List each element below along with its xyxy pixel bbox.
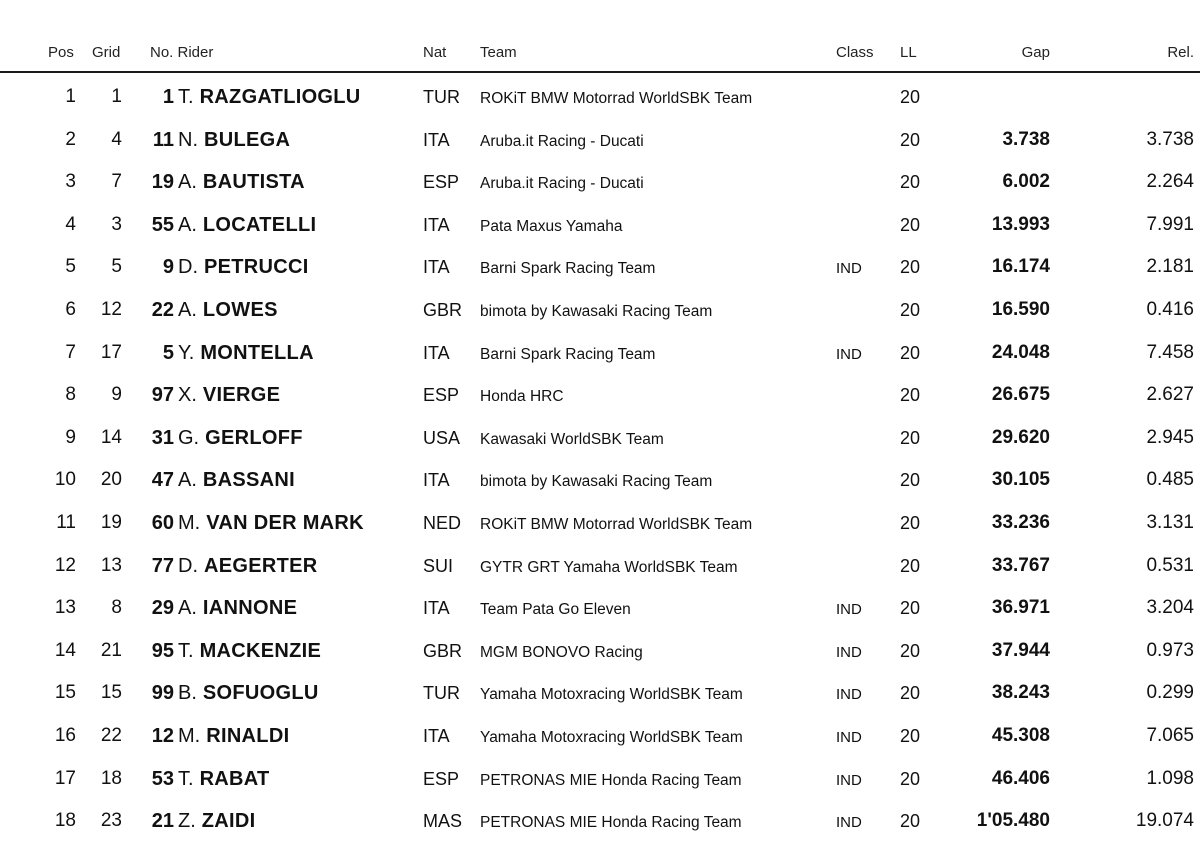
cell-rel: 3.131 [1146, 511, 1194, 533]
cell-number: 95 [151, 639, 174, 662]
cell-nat: NED [423, 512, 462, 533]
cell-ll: 20 [899, 768, 920, 789]
header-pos: Pos [48, 44, 74, 61]
rider-surname: GERLOFF [205, 426, 303, 449]
cell-team: PETRONAS MIE Honda Racing Team [480, 771, 742, 789]
cell-rider [178, 469, 295, 491]
rider-surname: BASSANI [202, 469, 296, 492]
cell-ll: 20 [899, 512, 920, 533]
cell-rel: 7.458 [1146, 341, 1194, 363]
cell-rel: 0.416 [1146, 298, 1194, 320]
cell-rider [178, 299, 278, 321]
cell-nat: ITA [423, 598, 450, 619]
cell-rel: 19.074 [1135, 810, 1194, 832]
cell-nat: ITA [423, 470, 450, 491]
rider-initial: M. [178, 511, 201, 534]
cell-rel: 3.204 [1146, 597, 1194, 619]
cell-nat: SUI [423, 555, 454, 576]
cell-pos: 1 [65, 86, 76, 107]
cell-number: 9 [162, 256, 174, 279]
rider-surname: PETRUCCI [204, 256, 309, 279]
cell-ll: 20 [899, 470, 920, 491]
table-row [0, 672, 1200, 715]
cell-team: Team Pata Go Eleven [480, 601, 631, 619]
cell-gap: 36.971 [991, 597, 1050, 619]
cell-ll: 20 [899, 811, 920, 832]
rider-surname: VIERGE [202, 384, 281, 407]
cell-grid: 14 [100, 426, 122, 448]
cell-pos: 11 [56, 511, 76, 533]
table-row [0, 545, 1200, 588]
cell-rel: 0.531 [1146, 554, 1194, 576]
cell-number: 22 [151, 298, 174, 321]
table-header [0, 44, 1200, 70]
cell-grid: 15 [100, 682, 122, 704]
cell-nat: ESP [423, 172, 460, 193]
cell-gap: 16.590 [991, 298, 1050, 320]
cell-rider [178, 640, 321, 662]
cell-grid: 8 [111, 597, 122, 619]
cell-gap: 26.675 [991, 384, 1050, 406]
table-row [0, 76, 1200, 119]
cell-grid: 13 [100, 554, 122, 576]
cell-nat: ITA [423, 129, 450, 150]
results-rows [0, 76, 1200, 843]
table-row [0, 459, 1200, 502]
cell-nat: GBR [423, 640, 463, 661]
rider-surname: IANNONE [202, 597, 298, 620]
header-team: Team [480, 44, 517, 61]
cell-nat: GBR [423, 299, 463, 320]
cell-gap: 45.308 [991, 724, 1050, 746]
cell-rider [178, 725, 289, 747]
cell-grid: 9 [111, 384, 122, 406]
cell-pos: 13 [54, 597, 76, 619]
cell-rel: 2.627 [1146, 384, 1194, 406]
cell-rider [178, 384, 280, 406]
cell-number: 21 [151, 810, 174, 833]
cell-grid: 3 [111, 213, 122, 235]
cell-pos: 17 [54, 767, 76, 789]
table-row [0, 715, 1200, 758]
cell-nat: ITA [423, 342, 450, 363]
cell-grid: 19 [100, 511, 122, 533]
rider-surname: ZAIDI [201, 810, 256, 833]
cell-pos: 9 [65, 426, 76, 448]
cell-team: Kawasaki WorldSBK Team [480, 430, 664, 448]
cell-rel: 0.299 [1146, 682, 1194, 704]
rider-initial: A. [178, 298, 197, 321]
cell-rider [178, 555, 318, 577]
cell-team: GYTR GRT Yamaha WorldSBK Team [480, 558, 738, 576]
table-row [0, 758, 1200, 801]
cell-rider [178, 342, 314, 364]
table-row [0, 246, 1200, 289]
cell-class: IND [836, 260, 862, 278]
cell-team: Aruba.it Racing - Ducati [480, 175, 644, 193]
cell-team: ROKiT BMW Motorrad WorldSBK Team [480, 515, 753, 533]
cell-ll: 20 [899, 214, 920, 235]
header-divider [0, 71, 1200, 73]
header-nat: Nat [423, 44, 447, 61]
rider-surname: LOWES [202, 298, 278, 321]
cell-team: Pata Maxus Yamaha [480, 217, 623, 235]
cell-nat: MAS [423, 811, 463, 832]
table-row [0, 800, 1200, 843]
cell-team: Yamaha Motoxracing WorldSBK Team [480, 686, 743, 704]
rider-initial: T. [178, 767, 194, 790]
rider-initial: Y. [178, 341, 195, 364]
cell-number: 55 [151, 213, 174, 236]
cell-rel: 0.485 [1146, 469, 1194, 491]
cell-class: IND [836, 643, 862, 661]
cell-nat: TUR [423, 87, 460, 107]
rider-initial: M. [178, 724, 201, 747]
cell-ll: 20 [899, 87, 920, 107]
cell-ll: 20 [899, 172, 920, 193]
table-row [0, 374, 1200, 417]
cell-team: Barni Spark Racing Team [480, 345, 656, 363]
cell-grid: 18 [100, 767, 122, 789]
cell-rider [178, 427, 303, 449]
cell-gap: 29.620 [991, 426, 1050, 448]
table-row [0, 332, 1200, 375]
rider-initial: A. [178, 171, 197, 194]
cell-team: Yamaha Motoxracing WorldSBK Team [480, 728, 743, 746]
table-row [0, 161, 1200, 204]
cell-class: IND [836, 814, 862, 832]
rider-initial: N. [178, 128, 198, 151]
cell-ll: 20 [899, 257, 920, 278]
cell-team: Honda HRC [480, 388, 564, 406]
cell-number: 53 [151, 767, 174, 790]
cell-team: PETRONAS MIE Honda Racing Team [480, 814, 742, 832]
cell-team: bimota by Kawasaki Racing Team [480, 302, 713, 320]
cell-rider [178, 256, 309, 278]
cell-grid: 12 [100, 298, 122, 320]
rider-surname: MONTELLA [200, 341, 314, 364]
cell-class: IND [836, 728, 862, 746]
cell-ll: 20 [899, 725, 920, 746]
cell-gap: 30.105 [991, 469, 1050, 491]
table-row [0, 417, 1200, 460]
cell-rel: 2.181 [1146, 256, 1194, 278]
cell-class: IND [836, 771, 862, 789]
cell-grid: 23 [100, 810, 122, 832]
cell-ll: 20 [899, 555, 920, 576]
cell-rider [178, 682, 319, 704]
cell-number: 11 [152, 128, 174, 151]
cell-number: 5 [162, 341, 174, 364]
cell-number: 1 [162, 86, 174, 108]
cell-number: 60 [151, 511, 174, 534]
rider-surname: LOCATELLI [202, 213, 317, 236]
cell-gap: 46.406 [991, 767, 1050, 789]
cell-nat: ESP [423, 385, 460, 406]
cell-pos: 6 [65, 298, 76, 320]
cell-pos: 15 [54, 682, 76, 704]
rider-surname: RAZGATLIOGLU [199, 86, 361, 108]
cell-rider [178, 129, 290, 151]
cell-number: 99 [151, 682, 174, 705]
cell-class: IND [836, 345, 862, 363]
cell-rider [178, 86, 361, 108]
header-rel: Rel. [1167, 44, 1194, 61]
rider-initial: G. [178, 426, 200, 449]
cell-gap: 33.767 [991, 554, 1050, 576]
table-row [0, 289, 1200, 332]
rider-initial: X. [178, 384, 197, 407]
cell-pos: 16 [54, 724, 76, 746]
cell-pos: 5 [65, 256, 76, 278]
cell-nat: ESP [423, 768, 460, 789]
header-gap: Gap [1021, 44, 1050, 61]
cell-number: 47 [151, 469, 174, 492]
cell-number: 19 [151, 171, 174, 194]
rider-surname: SOFUOGLU [202, 682, 319, 705]
cell-rider [178, 512, 364, 534]
cell-ll: 20 [899, 299, 920, 320]
rider-surname: RINALDI [206, 724, 290, 747]
header-grid: Grid [92, 44, 121, 61]
cell-gap: 6.002 [1002, 171, 1050, 193]
cell-rider [178, 597, 297, 619]
cell-nat: ITA [423, 257, 450, 278]
cell-rel: 7.065 [1146, 724, 1194, 746]
cell-nat: ITA [423, 725, 450, 746]
cell-rel: 1.098 [1146, 767, 1194, 789]
cell-rel: 2.945 [1146, 426, 1194, 448]
rider-initial: T. [178, 86, 194, 108]
rider-surname: VAN DER MARK [206, 511, 364, 534]
cell-team: MGM BONOVO Racing [480, 643, 643, 661]
header-class: Class [836, 44, 874, 61]
cell-rider [178, 810, 256, 832]
rider-initial: D. [178, 256, 198, 279]
cell-gap: 38.243 [991, 682, 1050, 704]
cell-team: bimota by Kawasaki Racing Team [480, 473, 713, 491]
cell-pos: 8 [65, 384, 76, 406]
cell-team: ROKiT BMW Motorrad WorldSBK Team [480, 90, 753, 107]
rider-surname: BAUTISTA [202, 171, 305, 194]
cell-grid: 5 [111, 256, 122, 278]
cell-rel: 2.264 [1146, 171, 1194, 193]
cell-team: Aruba.it Racing - Ducati [480, 132, 644, 150]
cell-gap: 16.174 [991, 256, 1050, 278]
cell-grid: 1 [111, 86, 122, 107]
cell-nat: USA [423, 427, 461, 448]
cell-grid: 17 [100, 341, 122, 363]
cell-ll: 20 [899, 683, 920, 704]
cell-gap: 24.048 [991, 341, 1050, 363]
cell-number: 31 [151, 426, 174, 449]
cell-rider [178, 171, 305, 193]
cell-gap: 33.236 [991, 511, 1050, 533]
cell-grid: 7 [111, 171, 122, 193]
cell-gap: 37.944 [991, 639, 1050, 661]
rider-initial: A. [178, 597, 197, 620]
cell-pos: 2 [65, 128, 76, 150]
rider-initial: Z. [178, 810, 196, 833]
cell-ll: 20 [899, 129, 920, 150]
cell-gap: 3.738 [1002, 128, 1050, 150]
table-row [0, 204, 1200, 247]
table-row [0, 502, 1200, 545]
cell-number: 77 [151, 554, 174, 577]
cell-team: Barni Spark Racing Team [480, 260, 656, 278]
rider-surname: BULEGA [204, 128, 291, 151]
rider-surname: RABAT [199, 767, 270, 790]
cell-pos: 18 [54, 810, 76, 832]
cell-pos: 3 [65, 171, 76, 193]
cell-ll: 20 [899, 385, 920, 406]
table-row [0, 630, 1200, 673]
cell-rel: 7.991 [1146, 213, 1194, 235]
rider-surname: AEGERTER [204, 554, 318, 577]
cell-ll: 20 [899, 427, 920, 448]
cell-rel: 3.738 [1146, 128, 1194, 150]
cell-class: IND [836, 686, 862, 704]
cell-gap: 1'05.480 [976, 810, 1050, 832]
cell-nat: ITA [423, 214, 450, 235]
header-rider: No. Rider [150, 44, 214, 61]
rider-initial: A. [178, 469, 197, 492]
header-ll: LL [900, 44, 917, 61]
cell-grid: 20 [100, 469, 122, 491]
rider-surname: MACKENZIE [199, 639, 322, 662]
cell-ll: 20 [899, 598, 920, 619]
cell-grid: 4 [111, 128, 122, 150]
cell-gap: 13.993 [991, 213, 1050, 235]
cell-ll: 20 [899, 640, 920, 661]
cell-nat: TUR [423, 683, 460, 704]
cell-class: IND [836, 601, 862, 619]
cell-pos: 12 [54, 554, 76, 576]
table-row [0, 587, 1200, 630]
cell-grid: 22 [100, 724, 122, 746]
rider-initial: B. [178, 682, 197, 705]
cell-pos: 7 [65, 341, 76, 363]
cell-grid: 21 [100, 639, 122, 661]
cell-rider [178, 768, 270, 790]
cell-number: 97 [151, 384, 174, 407]
cell-pos: 14 [54, 639, 76, 661]
rider-initial: D. [178, 554, 198, 577]
cell-ll: 20 [899, 342, 920, 363]
cell-number: 12 [151, 724, 174, 747]
cell-pos: 4 [65, 213, 76, 235]
rider-initial: T. [178, 639, 194, 662]
table-row [0, 119, 1200, 162]
cell-rel: 0.973 [1146, 639, 1194, 661]
cell-pos: 10 [54, 469, 76, 491]
rider-initial: A. [178, 213, 197, 236]
cell-rider [178, 214, 316, 236]
cell-number: 29 [151, 597, 174, 620]
